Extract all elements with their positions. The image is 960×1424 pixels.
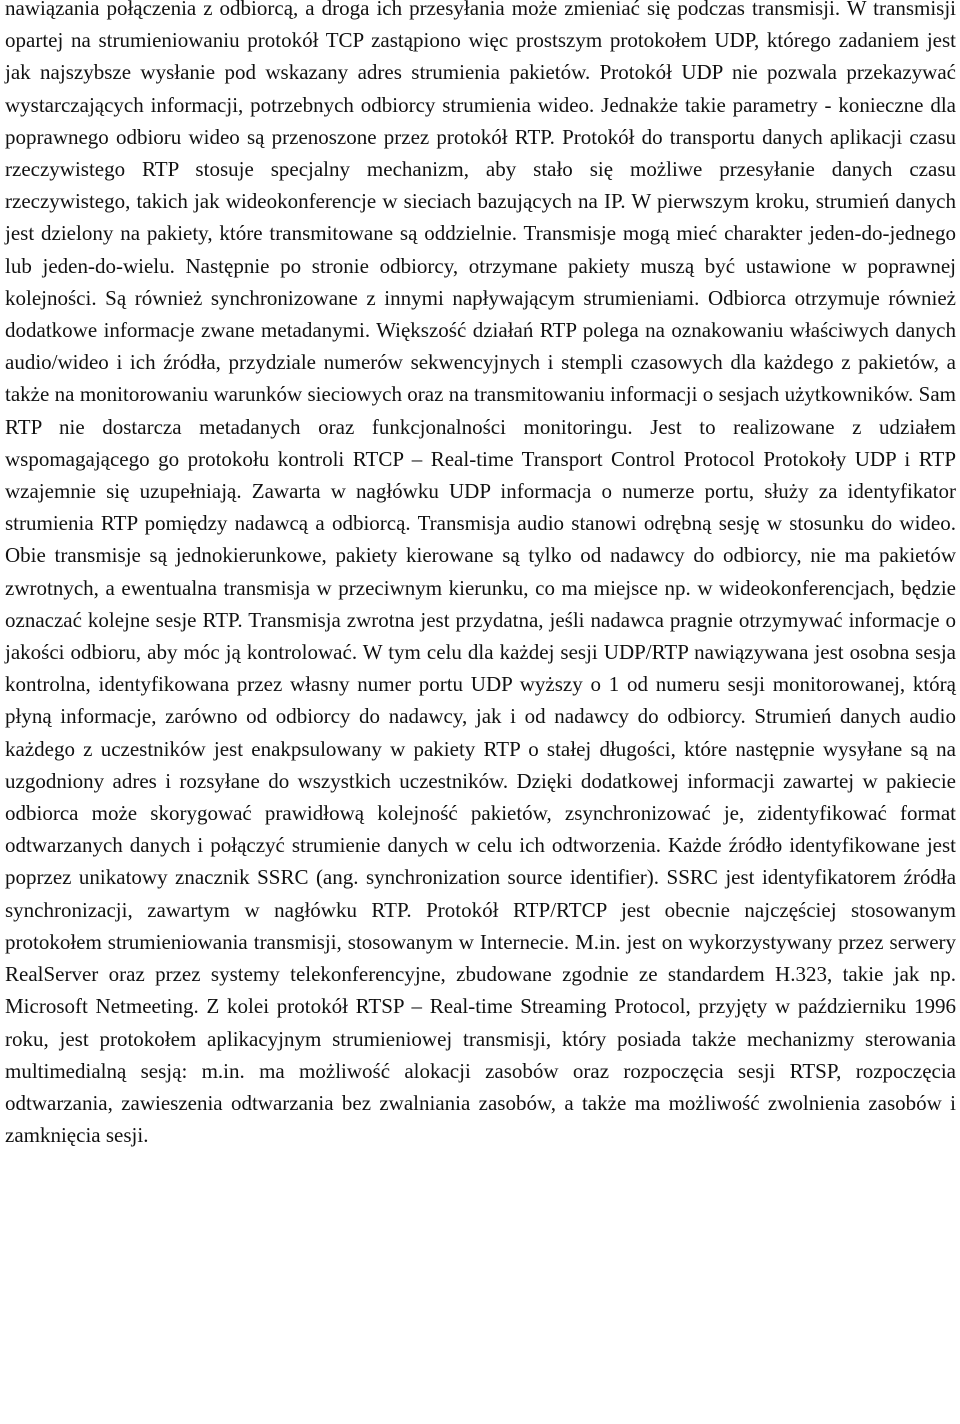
sentence: SSRC jest identyfikatorem źródła synchronizacji, zawartym w nagłówku RTP. xyxy=(5,865,957,922)
sentence: Następnie po stronie odbiorcy, otrzymane pakiety muszą być ustawione w poprawnej kolejności. xyxy=(5,253,957,310)
sentence: M.in. jest on wykorzystywany przez serwery RealServer oraz przez systemy telekonferencyjne, zbudowane zgodnie ze standardem H.323, takie jak np. Microsoft Netmeeting. xyxy=(5,929,957,1019)
sentence: Protokół UDP nie pozwala przekazywać wystarczających informacji, potrzebnych odbiorcy strumienia wideo. xyxy=(5,60,956,117)
sentence: Odbiorca otrzymuje również dodatkowe informacje zwane metadanymi. xyxy=(5,285,956,343)
sentence: W transmisji opartej na strumieniowaniu protokół TCP zastąpiono więc prostszym protokołem UDP, którego zadaniem jest jak najszybsze wysłanie pod wskazany adres strumienia pakietów. xyxy=(5,0,957,85)
sentence: Transmisje mogą mieć charakter jeden-do-jednego lub jeden-do-wielu. xyxy=(5,221,956,278)
sentence: Większość działań RTP polega na oznakowaniu właściwych danych audio/wideo i ich źródła, przydziale numerów sekwencyjnych i stempli czasowych dla każdego z pakietów, a także na monitorowaniu warunków sieciowych oraz na transmitowaniu informacji o sesjach użytkowników. xyxy=(5,318,956,407)
sentence: Jednakże takie parametry - konieczne dla poprawnego odbioru wideo są przenoszone przez protokół RTP. xyxy=(5,92,956,149)
sentence: W pierwszym kroku, strumień danych jest dzielony na pakiety, które transmitowane są oddzielnie. xyxy=(5,189,956,246)
sentence: nawiązania połączenia z odbiorcą, a droga ich przesyłania może zmieniać się podczas transmisji. xyxy=(5,0,841,20)
sentence: Transmisja audio stanowi odrębną sesję w stosunku do wideo. xyxy=(417,511,956,536)
body-paragraph xyxy=(5,0,956,1151)
sentence: Protokół RTP/RTCP jest obecnie najczęściej stosowanym protokołem strumieniowania transmisji, stosowanym w Internecie. xyxy=(5,897,957,954)
sentence: Protokół do transportu danych aplikacji czasu rzeczywistego RTP stosuje specjalny mechanizm, aby stało się możliwe przesyłanie danych czasu rzeczywistego, takich jak wideokonferencje w sieciach bazujących na IP. xyxy=(5,124,956,214)
sentence: Jest to realizowane z udziałem wspomagającego go protokołu kontroli RTCP – Real-time Transport Control Protocol xyxy=(5,414,957,471)
sentence: Z kolei protokół RTSP – Real-time Streaming Protocol, przyjęty w październiku 1996 roku, jest protokołem aplikacyjnym strumieniowej transmisji, który posiada także mechanizmy sterowania multimedialną sesją: m.in. ma możliwość alokacji zasobów oraz rozpoczęcia sesji RTSP, rozpoczęcia odtwarzania, zawieszenia odtwarzania bez zwalniania zasobów, a także ma możliwość zwolnienia zasobów i zamknięcia sesji. xyxy=(5,994,957,1148)
sentence: Protokoły UDP i RTP wzajemnie się uzupełniają. xyxy=(5,446,957,504)
sentence: Strumień danych audio każdego z uczestników jest enakpsulowany w pakiety RTP o stałej długości, które następnie wysyłane są na uzgodniony adres i rozsyłane do wszystkich uczestników. xyxy=(5,704,956,793)
sentence: Są również synchronizowane z innymi napływającym strumieniami. xyxy=(105,285,700,310)
sentence: Dzięki dodatkowej informacji zawartej w pakiecie odbiorca może skorygować prawidłową kolejność pakietów, zsynchronizować je, zidentyfikować format odtwarzanych danych i połączyć strumienie danych w celu ich odtworzenia. xyxy=(5,768,956,858)
sentence: W tym celu dla każdej sesji UDP/RTP nawiązywana jest osobna sesja kontrolna, identyfikowana przez własny numer portu UDP wyższy o 1 od numeru sesji monitorowanej, którą płyną informacje, zarówno od odbiorcy do nadawcy, jak i od nadawcy do odbiorcy. xyxy=(5,640,956,729)
sentence: Każde źródło identyfikowane jest poprzez unikatowy znacznik SSRC (ang. synchronization source identifier). xyxy=(5,833,956,890)
sentence: Transmisja zwrotna jest przydatna, jeśli nadawca pragnie otrzymywać informacje o jakości odbioru, aby móc ją kontrolować. xyxy=(5,607,956,665)
sentence: Obie transmisje są jednokierunkowe, pakiety kierowane są tylko od nadawcy do odbiorcy, nie ma pakietów zwrotnych, a ewentualna transmisja w przeciwnym kierunku, co ma miejsce np. w wideokonferencjach, będzie oznaczać kolejne sesje RTP. xyxy=(5,543,956,632)
sentence: Zawarta w nagłówku UDP informacja o numerze portu, służy za identyfikator strumienia RTP pomiędzy nadawcą a odbiorcą. xyxy=(5,479,957,536)
sentence: Sam RTP nie dostarcza metadanych oraz funkcjonalności monitoringu. xyxy=(5,382,957,439)
